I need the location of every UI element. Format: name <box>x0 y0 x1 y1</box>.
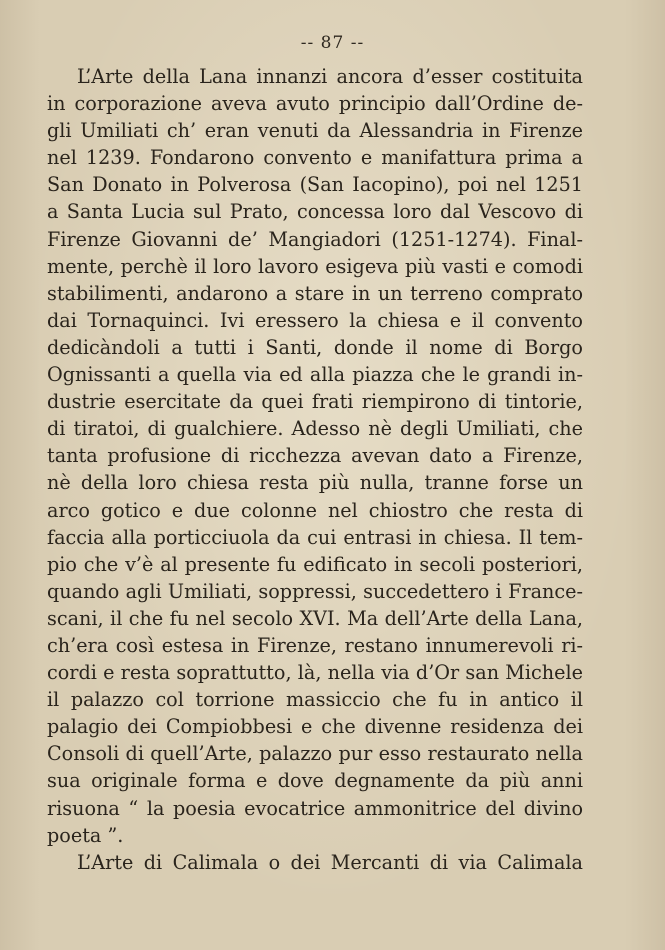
text-line: dedicàndoli a tutti i Santi, donde il nome di Borgo <box>47 335 583 359</box>
text-line: pio che v’è al presente fu edificato in secoli posteriori, <box>47 552 583 576</box>
text-line: Ognissanti a quella via ed alla piazza che le grandi in- <box>47 363 583 387</box>
text-line: il palazzo col torrione massiccio che fu in antico il <box>47 688 583 712</box>
text-line: risuona “ la poesia evocatrice ammonitrice del divino <box>47 796 583 820</box>
text-line: San Donato in Polverosa (San Iacopino), poi nel 1251 <box>47 173 583 197</box>
text-line: tanta profusione di ricchezza avevan dato a Firenze, <box>47 444 583 468</box>
text-line: ch’era così estesa in Firenze, restano innumerevoli ri- <box>47 633 583 657</box>
body-text <box>47 63 583 876</box>
text-line: Consoli di quell’Arte, palazzo pur esso restaurato nella <box>47 742 583 766</box>
text-line: poeta ”. <box>47 823 124 847</box>
text-line: quando agli Umiliati, soppressi, succedettero i France- <box>47 579 583 603</box>
text-line: nè della loro chiesa resta più nulla, tranne forse un <box>47 471 583 495</box>
text-line: a Santa Lucia sul Prato, concessa loro dal Vescovo di <box>47 200 583 224</box>
text-line: dustrie esercitate da quei frati riempirono di tintorie, <box>47 390 583 414</box>
text-line: faccia alla porticciuola da cui entrasi in chiesa. Il tem- <box>47 525 583 549</box>
text-line: gli Umiliati ch’ eran venuti da Alessandria in Firenze <box>47 119 583 143</box>
text-line: sua originale forma e dove degnamente da più anni <box>47 769 583 793</box>
text-line: mente, perchè il loro lavoro esigeva più vasti e comodi <box>47 254 583 278</box>
text-line: di tiratoi, di gualchiere. Adesso nè degli Umiliati, che <box>47 417 583 441</box>
text-line: in corporazione aveva avuto principio dall’Ordine de- <box>47 92 583 116</box>
text-line: dai Tornaquinci. Ivi eressero la chiesa e il convento <box>47 308 583 332</box>
text-line: L’Arte della Lana innanzi ancora d’esser costituita <box>77 65 583 88</box>
text-line: scani, il che fu nel secolo XVI. Ma dell’Arte della Lana, <box>47 606 583 630</box>
text-line: arco gotico e due colonne nel chiostro che resta di <box>47 498 583 522</box>
text-line: nel 1239. Fondarono convento e manifattura prima a <box>47 146 583 170</box>
text-line: cordi e resta soprattutto, là, nella via d’Or san Michele <box>47 661 583 685</box>
text-line: palagio dei Compiobbesi e che divenne residenza dei <box>47 715 583 739</box>
text-line: Firenze Giovanni de’ Mangiadori (1251-1274). Final- <box>47 227 583 251</box>
page-number: -- 87 -- <box>300 33 365 53</box>
text-line: L’Arte di Calimala o dei Mercanti di via Calimala <box>77 850 583 874</box>
text-line: stabilimenti, andarono a stare in un terreno comprato <box>47 281 583 305</box>
